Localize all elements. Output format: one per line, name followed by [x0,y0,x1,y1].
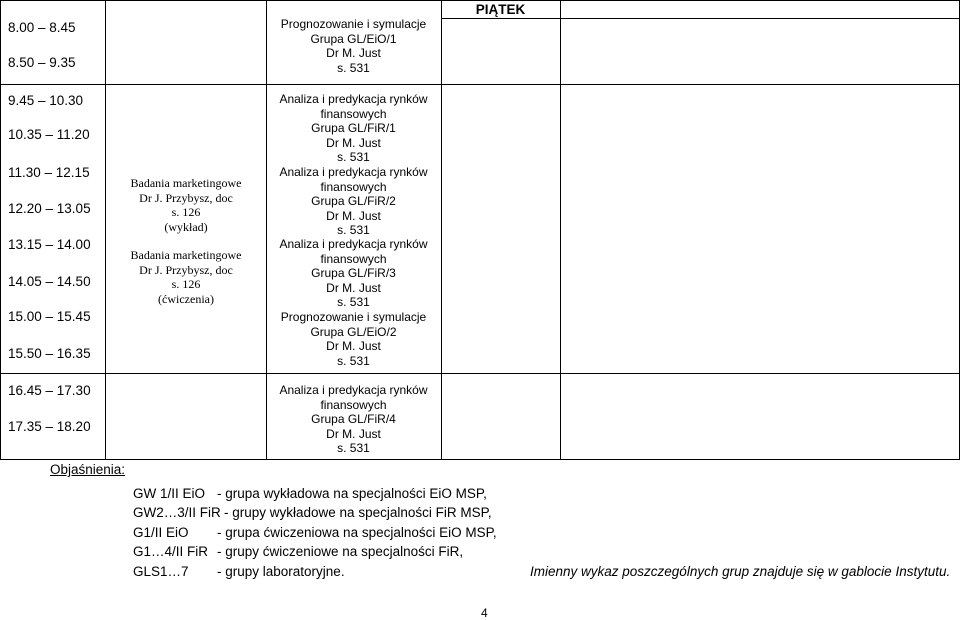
legend-desc: - grupa ćwiczeniowa na specjalności EiO MSP, [217,525,497,540]
time-slot: 16.45 – 17.30 [8,383,91,398]
grid-line [0,459,960,460]
legend-title: Objaśnienia: [50,462,126,477]
class-type: (wykład) [164,219,208,234]
lecturer: Dr M. Just [326,135,381,150]
room: s. 531 [337,353,370,368]
course-name-cont: finansowych [320,179,387,194]
legend-code: G1/II EiO [133,525,189,540]
course-name-cont: finansowych [320,106,387,121]
course-name: Analiza i predykacja rynków [279,383,428,397]
time-slot: 8.50 – 9.35 [8,55,76,70]
legend-code: G1…4/II FiR [133,544,209,559]
class-block [266,92,441,165]
lecturer: Dr M. Just [326,280,381,295]
lecturer: Dr M. Just [326,208,381,223]
lecturer: Dr M. Just [326,46,381,61]
room: s. 531 [337,295,370,310]
grid-line [441,18,960,19]
group: Grupa GL/FiR/2 [311,194,396,209]
course-name: Analiza i predykacja rynków [279,165,428,179]
legend-code: GW 1/II EiO [133,486,206,501]
time-slot: 15.50 – 16.35 [8,346,91,361]
legend-code: GW2…3/II FiR [133,505,221,520]
course-name: Prognozowanie i symulacje [280,17,427,31]
lecturer: Dr J. Przybysz, doc [139,262,233,277]
class-block-exercise [106,248,266,306]
class-block [266,237,441,310]
time-slot: 13.15 – 14.00 [8,237,91,252]
grid-line [560,0,561,460]
room: s. 126 [171,277,201,292]
group: Grupa GL/EiO/2 [310,324,397,339]
grid-line [0,0,1,460]
grid-line [0,84,960,85]
time-slot: 12.20 – 13.05 [8,201,91,216]
course-name: Prognozowanie i symulacje [280,310,427,324]
grid-line [0,373,960,374]
time-slot: 15.00 – 15.45 [8,309,91,324]
group: Grupa GL/FiR/1 [311,121,396,136]
room: s. 531 [337,60,370,75]
class-type: (ćwiczenia) [158,291,214,306]
legend-desc: - grupy wykładowe na specjalności FiR MSP, [224,505,492,520]
legend-note: Imienny wykaz poszczególnych grup znajduje się w gablocie Instytutu. [530,564,951,579]
legend-desc: - grupy ćwiczeniowe na specjalności FiR, [217,544,464,559]
group: Grupa GL/EiO/1 [310,31,397,46]
course-name-cont: finansowych [320,251,387,266]
lecturer: Dr M. Just [326,426,381,441]
lecturer: Dr J. Przybysz, doc [139,190,233,205]
time-slot: 9.45 – 10.30 [8,93,84,108]
course-name: Analiza i predykacja rynków [279,92,428,106]
class-block-lecture [106,176,266,234]
course-name: Badania marketingowe [130,248,242,262]
time-slot: 14.05 – 14.50 [8,274,91,289]
group: Grupa GL/FiR/3 [311,266,396,281]
room: s. 531 [337,223,370,238]
time-slot: 8.00 – 8.45 [8,20,76,35]
day-header: PIĄTEK [475,2,526,17]
room: s. 531 [337,441,370,456]
class-block [266,383,441,456]
class-block [266,165,441,238]
class-block [266,310,441,368]
grid-line [0,0,960,1]
grid-line [441,0,442,460]
legend-desc: - grupa wykładowa na specjalności EiO MSP, [217,486,487,501]
group: Grupa GL/FiR/4 [311,412,396,427]
course-name: Badania marketingowe [130,176,242,190]
lecturer: Dr M. Just [326,339,381,354]
time-slot: 10.35 – 11.20 [8,127,90,142]
class-block [266,17,441,75]
room: s. 531 [337,150,370,165]
course-name: Analiza i predykacja rynków [279,237,428,251]
time-slot: 11.30 – 12.15 [8,165,90,180]
room: s. 126 [171,205,201,220]
legend-code: GLS1…7 [133,564,189,579]
legend-desc: - grupy laboratoryjne. [217,564,345,579]
course-name-cont: finansowych [320,397,387,412]
time-slot: 17.35 – 18.20 [8,419,91,434]
page-number: 4 [481,606,488,620]
